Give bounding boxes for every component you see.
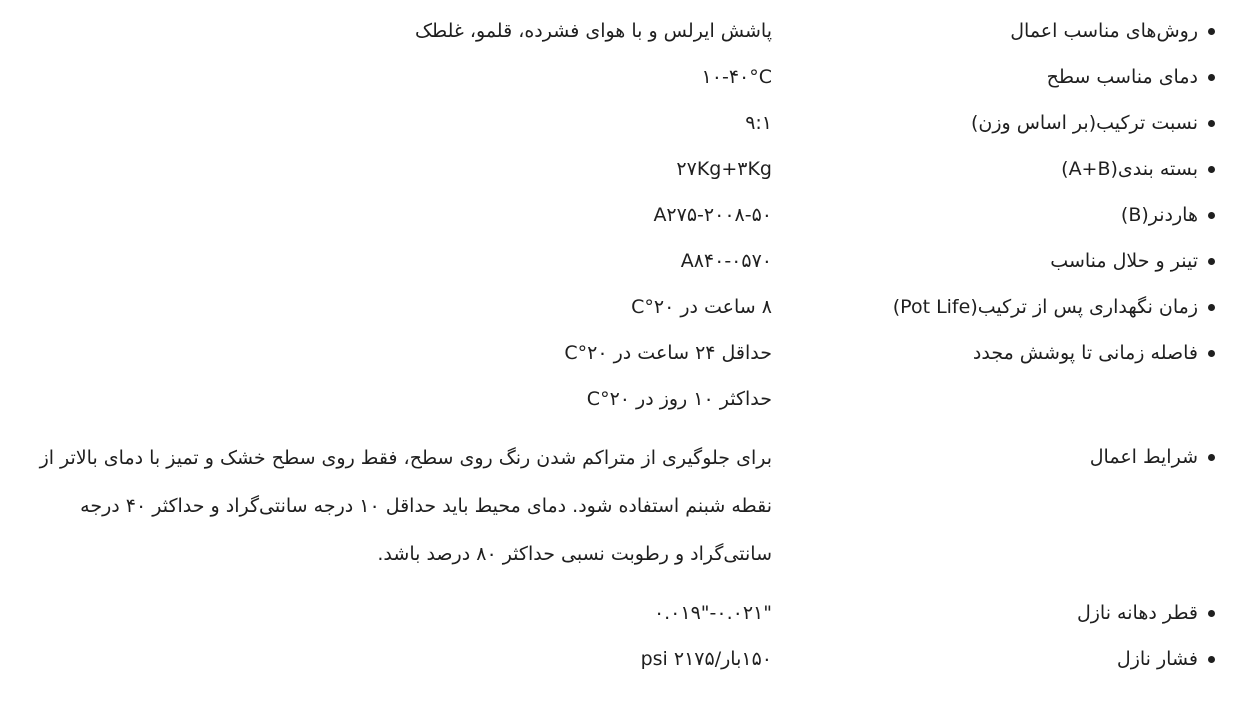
bullet-icon bbox=[1198, 8, 1252, 54]
spec-mixing-ratio bbox=[0, 100, 1252, 146]
spec-nozzle-pressure bbox=[0, 636, 1252, 682]
spec-value-line: ۱۰-۴۰°C bbox=[701, 66, 772, 88]
spec-value bbox=[0, 636, 772, 682]
spec-value bbox=[0, 146, 772, 192]
spec-value bbox=[0, 238, 772, 284]
spec-label: دمای مناسب سطح bbox=[1046, 66, 1198, 88]
spec-value bbox=[0, 100, 772, 146]
spec-value-line: ۱۵۰بار/۲۱۷۵ psi bbox=[640, 648, 772, 670]
spec-pot-life bbox=[0, 284, 1252, 330]
spec-value bbox=[0, 434, 772, 578]
spec-value bbox=[0, 284, 772, 330]
spec-label: قطر دهانه نازل bbox=[1076, 602, 1198, 624]
spec-label: شرایط اعمال bbox=[1089, 446, 1198, 468]
bullet-icon bbox=[1198, 590, 1252, 636]
spec-recoat-interval bbox=[0, 330, 1252, 422]
spec-label: زمان نگهداری پس از ترکیب(Pot Life) bbox=[892, 296, 1198, 318]
spec-list bbox=[0, 8, 1252, 682]
spec-value bbox=[0, 590, 772, 636]
spec-value-line: ۲۷Kg+۳Kg bbox=[676, 158, 772, 180]
spec-value bbox=[0, 54, 772, 100]
bullet-icon bbox=[1198, 192, 1252, 238]
spec-value-line: پاشش ایرلس و با هوای فشرده، قلمو، غلطک bbox=[415, 20, 772, 42]
spec-label: نسبت ترکیب(بر اساس وزن) bbox=[970, 112, 1198, 134]
bullet-icon bbox=[1198, 238, 1252, 284]
spec-thinner bbox=[0, 238, 1252, 284]
spec-label: فشار نازل bbox=[1116, 648, 1198, 670]
spec-value bbox=[0, 192, 772, 238]
bullet-icon bbox=[1198, 330, 1252, 376]
spec-value-line: ۰.۰۱۹"-۰.۰۲۱" bbox=[653, 602, 772, 624]
spec-label: تینر و حلال مناسب bbox=[1050, 250, 1198, 272]
spec-value-line: A۸۴۰-۰۵۷۰ bbox=[680, 250, 772, 272]
spec-value-line: A۲۷۵-۲۰۰۸-۵۰ bbox=[653, 204, 772, 226]
spec-value-line: ۸ ساعت در ۲۰°C bbox=[631, 296, 772, 318]
spec-value bbox=[0, 330, 772, 422]
bullet-icon bbox=[1198, 284, 1252, 330]
bullet-icon bbox=[1198, 434, 1252, 480]
spec-label: روش‌های مناسب اعمال bbox=[1010, 20, 1198, 42]
spec-label: فاصله زمانی تا پوشش مجدد bbox=[972, 342, 1198, 364]
spec-value-line: حداقل ۲۴ ساعت در ۲۰°C bbox=[564, 342, 772, 364]
spec-value-line: ۹:۱ bbox=[745, 112, 772, 134]
spec-paragraph: برای جلوگیری از متراکم شدن رنگ روی سطح، فقط روی سطح خشک و تمیز با دمای بالاتر از نقطه شبنم استفاده شود. دمای محیط باید حداقل ۱۰ درجه سانتی‌گراد و حداکثر ۴۰ درجه سانتی‌گراد و رطوبت نسبی حداکثر ۸۰ درصد باشد. bbox=[39, 447, 772, 565]
spec-hardener bbox=[0, 192, 1252, 238]
spec-label: هاردنر(B) bbox=[1120, 204, 1198, 226]
spec-surface-temperature bbox=[0, 54, 1252, 100]
spec-value bbox=[0, 8, 772, 54]
spec-application-methods bbox=[0, 8, 1252, 54]
spec-value-line: حداکثر ۱۰ روز در ۲۰°C bbox=[586, 388, 772, 410]
bullet-icon bbox=[1198, 54, 1252, 100]
spec-application-conditions bbox=[0, 434, 1252, 578]
spec-label: بسته بندی(A+B) bbox=[1061, 158, 1198, 180]
bullet-icon bbox=[1198, 146, 1252, 192]
spec-packaging bbox=[0, 146, 1252, 192]
spec-nozzle-diameter bbox=[0, 590, 1252, 636]
bullet-icon bbox=[1198, 636, 1252, 682]
bullet-icon bbox=[1198, 100, 1252, 146]
